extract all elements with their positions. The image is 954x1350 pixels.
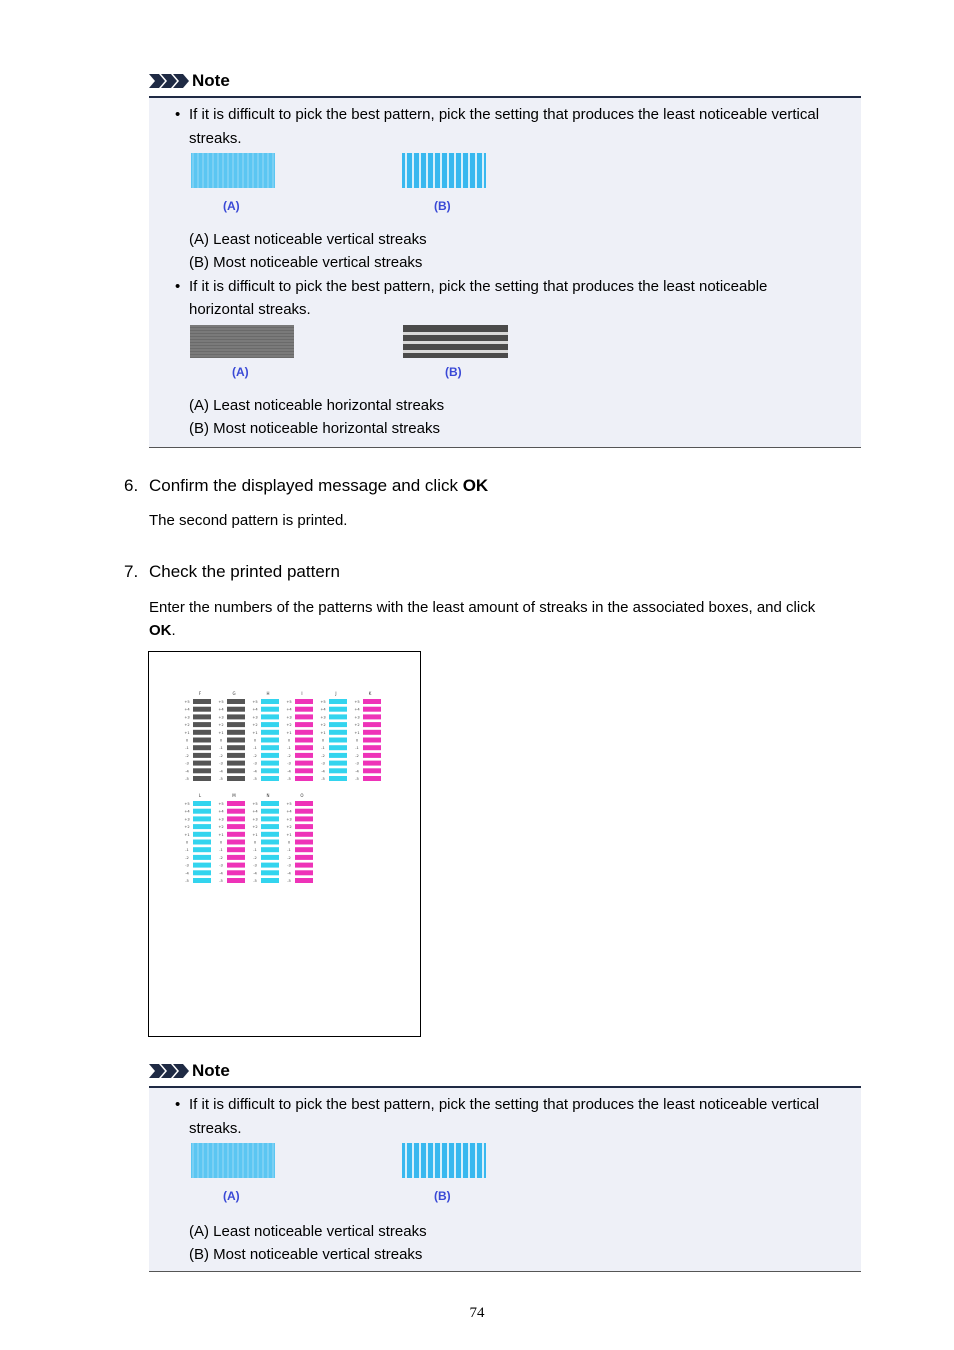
pattern-row-label: +2 <box>320 723 326 728</box>
pattern-group-letter: L <box>198 793 202 798</box>
pattern-row-label: +4 <box>286 707 292 712</box>
vertical-streaks-a-image <box>191 153 275 188</box>
pattern-row-label: -1 <box>219 848 223 853</box>
pattern-row-label: +5 <box>354 700 360 704</box>
pattern-label-a: (A) <box>232 365 249 379</box>
pattern-row-label: 0 <box>219 738 223 743</box>
pattern-row-label: +1 <box>218 832 224 837</box>
pattern-swatch <box>227 730 245 735</box>
bullet-dot: • <box>175 1096 181 1113</box>
pattern-row-label: +1 <box>184 730 190 735</box>
pattern-swatch <box>261 714 279 719</box>
pattern-swatch <box>363 768 381 773</box>
pattern-swatch <box>193 847 211 852</box>
pattern-row-label: +3 <box>354 715 360 720</box>
pattern-row-label: -4 <box>321 769 325 774</box>
vertical-streaks-a-image <box>191 1143 275 1178</box>
pattern-swatch <box>295 738 313 743</box>
pattern-swatch <box>363 761 381 766</box>
pattern-swatch <box>363 714 381 719</box>
pattern-row-label: -5 <box>185 777 189 781</box>
pattern-row-label: -2 <box>355 753 359 758</box>
pattern-swatch <box>295 809 313 814</box>
pattern-row-label: 0 <box>321 738 325 743</box>
pattern-row-label: +2 <box>218 825 224 830</box>
pattern-row-label: +3 <box>184 715 190 720</box>
pattern-swatch <box>329 753 347 758</box>
pattern-row-label: -5 <box>287 879 291 883</box>
pattern-row-label: +3 <box>286 817 292 822</box>
pattern-swatch <box>227 878 245 883</box>
pattern-row-label: +4 <box>218 809 224 814</box>
step-body: Enter the numbers of the patterns with the least amount of streaks in the associated boxes, and click <box>149 599 816 616</box>
pattern-label-a: (A) <box>223 199 240 213</box>
pattern-row-label: +5 <box>218 802 224 806</box>
pattern-swatch <box>261 768 279 773</box>
note-box <box>149 96 861 448</box>
pattern-row-label: -1 <box>253 746 257 751</box>
pattern-swatch <box>193 816 211 821</box>
pattern-group-letter: N <box>266 793 270 798</box>
bullet-dot: • <box>175 278 181 295</box>
pattern-swatch <box>227 699 245 704</box>
pattern-swatch <box>193 776 211 781</box>
pattern-row-label: +3 <box>286 715 292 720</box>
pattern-row-label: +5 <box>286 700 292 704</box>
caption-b: (B) Most noticeable horizontal streaks <box>189 420 440 437</box>
pattern-swatch <box>261 776 279 781</box>
pattern-row-label: 0 <box>287 840 291 845</box>
pattern-row-label: -4 <box>355 769 359 774</box>
pattern-row-label: 0 <box>219 840 223 845</box>
page-number: 74 <box>469 1305 485 1321</box>
pattern-row-label: -1 <box>185 746 189 751</box>
pattern-row-label: +5 <box>252 802 258 806</box>
pattern-row-label: -3 <box>253 761 257 766</box>
pattern-swatch <box>227 809 245 814</box>
pattern-group-letter: I <box>301 691 303 696</box>
pattern-row-label: -2 <box>287 753 291 758</box>
pattern-group-letter: M <box>232 793 236 798</box>
pattern-swatch <box>329 761 347 766</box>
pattern-swatch <box>261 707 279 712</box>
pattern-swatch <box>295 832 313 837</box>
caption-a: (A) Least noticeable vertical streaks <box>189 231 427 248</box>
pattern-row-label: +3 <box>218 715 224 720</box>
pattern-row-label: +5 <box>320 700 326 704</box>
pattern-row-label: +1 <box>252 832 258 837</box>
note-text-cont: streaks. <box>189 1120 242 1137</box>
pattern-row-label: +5 <box>184 700 190 704</box>
pattern-swatch <box>295 816 313 821</box>
pattern-row-label: -1 <box>355 746 359 751</box>
step-body: The second pattern is printed. <box>149 512 348 529</box>
pattern-row-label: +4 <box>218 707 224 712</box>
pattern-swatch <box>295 768 313 773</box>
pattern-row-label: +2 <box>252 825 258 830</box>
pattern-swatch <box>261 832 279 837</box>
pattern-swatch <box>329 699 347 704</box>
pattern-swatch <box>329 714 347 719</box>
pattern-row-label: +5 <box>184 802 190 806</box>
pattern-swatch <box>193 832 211 837</box>
pattern-swatch <box>227 824 245 829</box>
pattern-swatch <box>193 730 211 735</box>
pattern-swatch <box>363 745 381 750</box>
ok-emphasis: OK <box>462 476 489 495</box>
caption-b: (B) Most noticeable vertical streaks <box>189 1246 423 1263</box>
pattern-swatch <box>329 707 347 712</box>
pattern-row-label: +2 <box>354 723 360 728</box>
horizontal-streaks-b-image <box>403 325 508 358</box>
printed-pattern-sheet <box>148 651 421 1037</box>
pattern-swatch <box>261 745 279 750</box>
pattern-swatch <box>261 870 279 875</box>
pattern-row-label: +2 <box>286 825 292 830</box>
pattern-swatch <box>363 776 381 781</box>
pattern-swatch <box>227 863 245 868</box>
step-title: Confirm the displayed message and click OK <box>149 476 489 495</box>
pattern-row-label: +2 <box>218 723 224 728</box>
pattern-swatch <box>261 840 279 845</box>
pattern-row-label: +4 <box>252 707 258 712</box>
caption-b: (B) Most noticeable vertical streaks <box>189 254 423 271</box>
pattern-swatch <box>227 870 245 875</box>
pattern-swatch <box>227 801 245 806</box>
pattern-row-label: -3 <box>287 863 291 868</box>
pattern-row-label: +3 <box>320 715 326 720</box>
pattern-swatch <box>227 855 245 860</box>
note-text: If it is difficult to pick the best pattern, pick the setting that produces the least noticeable vertical <box>189 106 820 123</box>
pattern-row-label: +2 <box>252 723 258 728</box>
pattern-swatch <box>363 722 381 727</box>
pattern-row-label: +4 <box>286 809 292 814</box>
pattern-row-label: -2 <box>253 855 257 860</box>
pattern-swatch <box>227 707 245 712</box>
step-number: 6. <box>124 476 139 495</box>
pattern-group-letter: G <box>232 691 236 696</box>
pattern-swatch <box>193 855 211 860</box>
pattern-swatch <box>193 707 211 712</box>
pattern-swatch <box>261 761 279 766</box>
pattern-row-label: -4 <box>253 871 257 876</box>
vertical-streaks-b-image <box>402 1143 486 1178</box>
pattern-row-label: +1 <box>286 832 292 837</box>
pattern-swatch <box>363 738 381 743</box>
vertical-streaks-b-image <box>402 153 486 188</box>
pattern-swatch <box>295 840 313 845</box>
pattern-row-label: -1 <box>287 848 291 853</box>
pattern-row-label: -3 <box>321 761 325 766</box>
pattern-swatch <box>193 714 211 719</box>
pattern-row-label: -2 <box>219 753 223 758</box>
pattern-swatch <box>329 730 347 735</box>
pattern-swatch <box>295 776 313 781</box>
pattern-swatch <box>193 768 211 773</box>
pattern-row-label: -5 <box>185 879 189 883</box>
pattern-row-label: -2 <box>287 855 291 860</box>
pattern-swatch <box>193 722 211 727</box>
note-text-cont: streaks. <box>189 130 242 147</box>
pattern-swatch <box>329 745 347 750</box>
pattern-label-b: (B) <box>445 365 462 379</box>
note-box <box>149 1086 861 1272</box>
pattern-swatch <box>329 768 347 773</box>
pattern-swatch <box>261 847 279 852</box>
pattern-row-label: +4 <box>252 809 258 814</box>
step-title: Check the printed pattern <box>149 562 340 581</box>
pattern-swatch <box>295 714 313 719</box>
pattern-swatch <box>295 707 313 712</box>
pattern-row-label: -4 <box>253 769 257 774</box>
pattern-swatch <box>295 745 313 750</box>
pattern-label-b: (B) <box>434 1189 451 1203</box>
pattern-row-label: -2 <box>219 855 223 860</box>
pattern-swatch <box>363 730 381 735</box>
pattern-row-label: -5 <box>219 777 223 781</box>
pattern-swatch <box>295 761 313 766</box>
pattern-row-label: -5 <box>253 879 257 883</box>
pattern-swatch <box>227 745 245 750</box>
pattern-row-label: +2 <box>184 723 190 728</box>
pattern-row-label: 0 <box>185 840 189 845</box>
pattern-row-label: -3 <box>185 761 189 766</box>
pattern-swatch <box>295 878 313 883</box>
pattern-row-label: -5 <box>253 777 257 781</box>
pattern-swatch <box>363 699 381 704</box>
bullet-dot: • <box>175 106 181 123</box>
pattern-row-label: +3 <box>252 715 258 720</box>
pattern-swatch <box>363 707 381 712</box>
note-text: If it is difficult to pick the best pattern, pick the setting that produces the least noticeable <box>189 278 768 295</box>
pattern-row-label: -2 <box>185 753 189 758</box>
pattern-swatch <box>193 699 211 704</box>
pattern-row-label: 0 <box>185 738 189 743</box>
pattern-row-label: -4 <box>287 871 291 876</box>
pattern-swatch <box>261 730 279 735</box>
pattern-swatch <box>261 824 279 829</box>
pattern-swatch <box>193 863 211 868</box>
pattern-swatch <box>193 738 211 743</box>
pattern-swatch <box>227 714 245 719</box>
pattern-swatch <box>295 870 313 875</box>
pattern-row-label: -1 <box>287 746 291 751</box>
pattern-swatch <box>193 870 211 875</box>
pattern-swatch <box>193 745 211 750</box>
pattern-swatch <box>261 816 279 821</box>
note-header <box>149 1062 861 1080</box>
pattern-row-label: +1 <box>218 730 224 735</box>
pattern-row-label: -1 <box>253 848 257 853</box>
pattern-swatch <box>261 738 279 743</box>
note-header <box>149 72 861 90</box>
pattern-swatch <box>227 832 245 837</box>
pattern-swatch <box>227 738 245 743</box>
pattern-swatch <box>227 816 245 821</box>
pattern-row-label: -5 <box>355 777 359 781</box>
pattern-swatch <box>193 753 211 758</box>
pattern-row-label: -4 <box>185 871 189 876</box>
note-text-cont: horizontal streaks. <box>189 301 311 318</box>
pattern-row-label: -5 <box>321 777 325 781</box>
pattern-row-label: 0 <box>287 738 291 743</box>
pattern-row-label: +4 <box>320 707 326 712</box>
pattern-swatch <box>329 776 347 781</box>
pattern-row-label: +3 <box>218 817 224 822</box>
pattern-row-label: -3 <box>253 863 257 868</box>
pattern-group-letter: O <box>300 793 304 798</box>
horizontal-streaks-a-image <box>190 325 294 358</box>
pattern-row-label: +5 <box>252 700 258 704</box>
pattern-label-b: (B) <box>434 199 451 213</box>
pattern-swatch <box>261 699 279 704</box>
pattern-row-label: +1 <box>354 730 360 735</box>
pattern-row-label: -3 <box>185 863 189 868</box>
pattern-swatch <box>193 840 211 845</box>
pattern-swatch <box>295 824 313 829</box>
pattern-swatch <box>193 761 211 766</box>
pattern-swatch <box>227 847 245 852</box>
pattern-swatch <box>295 847 313 852</box>
pattern-swatch <box>295 722 313 727</box>
pattern-row-label: -1 <box>321 746 325 751</box>
pattern-group-letter: H <box>266 691 270 696</box>
note-chevron-icon <box>149 1064 189 1078</box>
pattern-swatch <box>329 722 347 727</box>
pattern-label-a: (A) <box>223 1189 240 1203</box>
pattern-swatch <box>193 878 211 883</box>
pattern-swatch <box>295 699 313 704</box>
pattern-swatch <box>193 824 211 829</box>
pattern-swatch <box>227 776 245 781</box>
note-title: Note <box>192 71 230 90</box>
pattern-row-label: +1 <box>252 730 258 735</box>
pattern-row-label: +5 <box>286 802 292 806</box>
pattern-row-label: 0 <box>253 738 257 743</box>
pattern-swatch <box>227 753 245 758</box>
pattern-row-label: -2 <box>185 855 189 860</box>
pattern-row-label: -2 <box>253 753 257 758</box>
pattern-row-label: -4 <box>219 769 223 774</box>
pattern-row-label: -5 <box>219 879 223 883</box>
pattern-swatch <box>329 738 347 743</box>
pattern-swatch <box>261 863 279 868</box>
pattern-row-label: -4 <box>287 769 291 774</box>
pattern-swatch <box>193 809 211 814</box>
step-number: 7. <box>124 562 139 581</box>
pattern-row-label: +2 <box>286 723 292 728</box>
pattern-swatch <box>295 801 313 806</box>
pattern-swatch <box>363 753 381 758</box>
pattern-row-label: -4 <box>219 871 223 876</box>
note-chevron-icon <box>149 74 189 88</box>
pattern-swatch <box>227 840 245 845</box>
pattern-row-label: +3 <box>252 817 258 822</box>
pattern-swatch <box>227 768 245 773</box>
pattern-row-label: -2 <box>321 753 325 758</box>
pattern-swatch <box>295 753 313 758</box>
pattern-row-label: +2 <box>184 825 190 830</box>
note-text: If it is difficult to pick the best pattern, pick the setting that produces the least noticeable vertical <box>189 1096 820 1113</box>
pattern-row-label: +4 <box>184 707 190 712</box>
pattern-row-label: -3 <box>219 863 223 868</box>
caption-a: (A) Least noticeable vertical streaks <box>189 1223 427 1240</box>
pattern-row-label: -3 <box>355 761 359 766</box>
pattern-row-label: -3 <box>219 761 223 766</box>
pattern-group-letter: J <box>335 691 337 696</box>
pattern-swatch <box>261 753 279 758</box>
pattern-swatch <box>295 730 313 735</box>
caption-a: (A) Least noticeable horizontal streaks <box>189 397 445 414</box>
pattern-swatch <box>261 809 279 814</box>
pattern-row-label: +4 <box>354 707 360 712</box>
pattern-row-label: -1 <box>185 848 189 853</box>
pattern-swatch <box>261 722 279 727</box>
pattern-row-label: +1 <box>184 832 190 837</box>
pattern-row-label: +3 <box>184 817 190 822</box>
pattern-swatch <box>261 878 279 883</box>
pattern-row-label: -4 <box>185 769 189 774</box>
pattern-row-label: 0 <box>253 840 257 845</box>
pattern-row-label: -1 <box>219 746 223 751</box>
pattern-swatch <box>261 801 279 806</box>
pattern-swatch <box>227 761 245 766</box>
pattern-swatch <box>261 855 279 860</box>
note-title: Note <box>192 1061 230 1080</box>
step-body-cont: OK. <box>149 622 176 639</box>
pattern-row-label: +1 <box>320 730 326 735</box>
pattern-swatch <box>227 722 245 727</box>
pattern-group-letter: K <box>368 691 372 696</box>
pattern-swatch <box>295 855 313 860</box>
pattern-row-label: +4 <box>184 809 190 814</box>
pattern-swatch <box>295 863 313 868</box>
pattern-row-label: 0 <box>355 738 359 743</box>
pattern-swatch <box>193 801 211 806</box>
pattern-row-label: +1 <box>286 730 292 735</box>
pattern-group-letter: F <box>198 691 202 696</box>
pattern-row-label: -5 <box>287 777 291 781</box>
pattern-row-label: +5 <box>218 700 224 704</box>
pattern-grid <box>149 652 420 1036</box>
pattern-row-label: -3 <box>287 761 291 766</box>
